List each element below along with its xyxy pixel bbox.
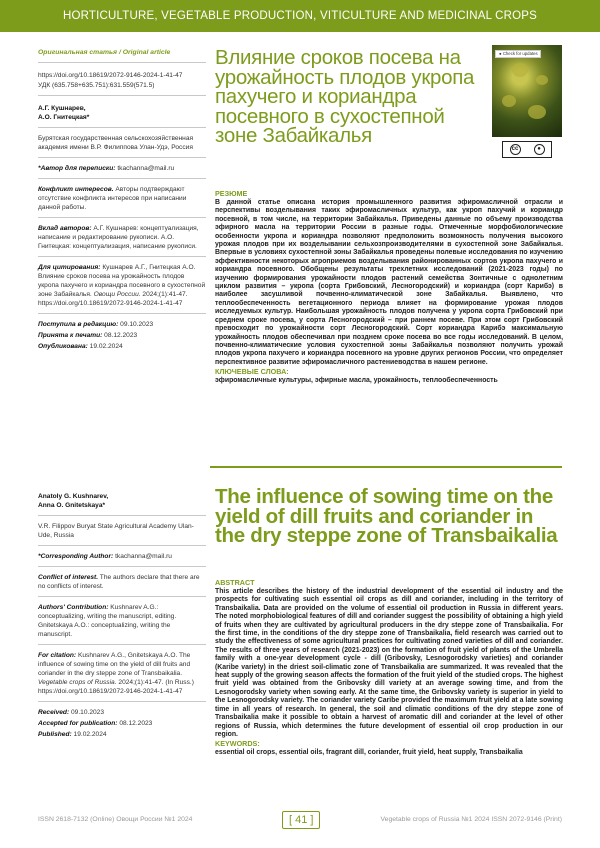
- en-cite-text: Kushnarev A.G., Gnitetskaya A.O. The influence of sowing time on the yield of dill fruits and coriander in the dry steppe zone of Transbaikalia.: [38, 652, 191, 677]
- ru-meta-column: [38, 48, 206, 356]
- ru-cite-text: Кушнарев А.Г., Гнитецкая А.О. Влияние сроков посева на урожайность плодов укропа пахучего и кориандра посевного в сухостепной зоне Забайкалья.: [38, 264, 206, 298]
- ru-abstract-label: РЕЗЮМЕ: [215, 189, 248, 198]
- en-conflict-label: Conflict of interest.: [38, 574, 99, 581]
- cc-icon: cc: [510, 144, 521, 155]
- en-received: 09.10.2023: [71, 709, 105, 716]
- en-author-1: Anatoly G. Kushnarev,: [38, 493, 109, 500]
- check-updates-icon: ●: [499, 51, 502, 56]
- ru-title-block: [215, 48, 487, 146]
- check-updates-badge[interactable]: ● Check for updates: [495, 50, 541, 58]
- en-cite-tail[interactable]: 2024;(1):41-47. (In Russ.) https://doi.org/10.18619/2072-9146-2024-1-41-47: [38, 679, 194, 695]
- ru-keywords: эфиромасличные культуры, эфирные масла, урожайность, теплообеспеченность: [215, 377, 498, 385]
- ru-contrib-text: А.Г. Кушнарев: концептуализация, написание и редактирование рукописи. А.О. Гнитецкая: концептуализация, написание рукописи.: [38, 225, 199, 250]
- en-title-block: [215, 487, 563, 546]
- doi-link[interactable]: https://doi.org/10.18619/2072-9146-2024-1-41-47: [38, 72, 183, 79]
- ru-conflict-text: Авторы подтверждают отсутствие конфликта интересов при написании данной работы.: [38, 186, 187, 211]
- en-contrib-label: Authors' Contribution:: [38, 604, 109, 611]
- ru-received: 09.10.2023: [120, 321, 154, 328]
- en-published-label: Published:: [38, 731, 72, 738]
- ru-author-2: А.О. Гнитецкая*: [38, 114, 90, 121]
- ru-keywords-label: КЛЮЧЕВЫЕ СЛОВА:: [215, 367, 289, 377]
- ru-cite-tail[interactable]: 2024;(1):41-47. https://doi.org/10.18619/2072-9146-2024-1-41-47: [38, 291, 188, 307]
- en-abstract: This article describes the history of the industrial development of the essential oil industry and the prospects for cultivating such essential oil crops as dill and coriander, including in the territory of Transbaikalia. Data are provided on the volume of essential oil production in Russia in different years. The noted morphobiological features of dill and coriander suggest the possibility of obtaining a high yield of fruits when they are cultivated by agricultural producers in the dry steppe zone of Transbaikalia. For the first time, in the conditions of the dry steppe zone of Transbaikalia, field research was carried out to study the effectiveness of some agricultural practices for cultivating zoned varieties of dill and coriander. The results of three years of research (2021-2023) on the formation of fruit yield of plants of the Umbrella family with a one-year development cycle - dill (Gribovsky, Lesnogorodsky varieties) and coriander (Karibe variety) in the driest soil-climatic zone of Transbaikalia are summarized. It was revealed that the heat supply of the growing season affects the formation of the fruit yield of the studied crops. The highest fruit yield was obtained from the Gribovsky dill variety at an average sowing time, and from the Lesnogorodsky variety when sowing early. At the same time, the Gribovsky variety is superior in yield to the Lesnogorodsky variety. The coriander variety Caribe provided the maximum fruit yield at a late sowing time in all years of research. In general, the soil and climatic conditions of the dry steppe zone of Transbaikalia make it possible to obtain a harvest of aromatic dill and coriander at the level of other regions of Russia, which determines the future development of essential oil crop production in our region.: [215, 588, 563, 738]
- ru-corr-label: *Автор для переписки:: [38, 165, 116, 172]
- ru-contrib-label: Вклад авторов:: [38, 225, 92, 232]
- ru-cite-journal: Овощи России.: [93, 291, 141, 298]
- ru-corr-email[interactable]: tkachanna@mail.ru: [117, 165, 175, 172]
- en-received-label: Received:: [38, 709, 70, 716]
- ru-author-1: А.Г. Кушнарев,: [38, 105, 86, 112]
- section-divider: [210, 466, 562, 468]
- en-meta-column: [38, 492, 206, 744]
- en-corr-email[interactable]: tkachanna@mail.ru: [115, 553, 172, 560]
- ru-conflict-label: Конфликт интересов.: [38, 186, 114, 193]
- en-cite-journal: Vegetable crops of Russia.: [38, 679, 117, 686]
- by-icon: ●: [534, 144, 545, 155]
- ru-abstract: В данной статье описана история промышленного развития эфиромасличной отрасли и перспективы возделывания таких эфиромасличных культур, как укроп пахучий и кориандр посевной, в том числе, на территории Забайкалья. Приведены данные по объему производства эфирного масла на территории России в разные годы. Отмеченные морфобиологические особенности укропа и кориандра позволяют предположить возможность получения высокого урожая плодов при их возделывании сельхозпроизводителями в сухостепной зоне Забайкалья. Впервые в условиях сухостепной зоны Забайкалья проведены полевые исследования по изучению эффективности некоторых агроприемов возделывания районированных сортов укропа пахучего и кориандра посевного. Обобщены результаты трехлетних исследований (2021-2023 годы) по изучению формирования урожайности плодов растений семейства Зонтичные с однолетним циклом развития – укропа (сорта Грибовский, Лесногородский) и кориандра (сорт Карибэ) в наиболее засушливой почвенно-климатической зоне Забайкалья. Выявлено, что теплообеспеченность вегетационного периода влияет на формирование урожая плодов исследуемых культур. Наибольшая урожайность плодов получена у укропа сорта Грибовский при среднем сроке посева, у сорта Лесногородский – при раннем посеве. При этом сорт Грибовский превосходит по урожайности сорт Лесногородский. Сорт кориандра Карибэ максимальную урожайность плодов обеспечивал при позднем сроке посева во все годы исследований. В целом, почвенно-климатические условия сухостепной зоны Забайкалья позволяют получить урожай плодов укропа пахучего и кориандра посевного на уровне других регионов России, что определяет перспективное развитие эфиромасличного растениеводства в нашем регионе.: [215, 199, 563, 366]
- en-keywords: essential oil crops, essential oils, fragrant dill, coriander, fruit yield, heat supply, Transbaikalia: [215, 749, 523, 757]
- ru-published-label: Опубликована:: [38, 343, 88, 350]
- en-corr-label: *Corresponding Author:: [38, 553, 114, 560]
- en-published: 19.02.2024: [73, 731, 107, 738]
- ru-abstract-block: [215, 189, 563, 386]
- footer-right: Vegetable crops of Russia №1 2024 ISSN 2072-9146 (Print): [380, 816, 562, 823]
- plant-photo: [492, 45, 562, 137]
- en-conflict-text: The authors declare that there are no conflicts of interest.: [38, 574, 200, 590]
- en-author-2: Anna O. Gnitetskaya*: [38, 502, 106, 509]
- en-contrib-text: Kushnarev A.G.: conceptualizing, writing the manuscript, editing. Gnitetskaya A.O.: conceptualizing, writing the manuscript.: [38, 604, 177, 638]
- en-accepted-label: Accepted for publication:: [38, 720, 118, 727]
- page-number: [ 41 ]: [282, 811, 320, 829]
- ru-accepted: 08.12.2023: [104, 332, 138, 339]
- section-band: HORTICULTURE, VEGETABLE PRODUCTION, VITICULTURE AND MEDICINAL CROPS: [0, 0, 600, 32]
- en-accepted: 08.12.2023: [119, 720, 153, 727]
- ru-cite-label: Для цитирования:: [38, 264, 101, 271]
- ru-accepted-label: Принята к печати:: [38, 332, 103, 339]
- article-type: Оригинальная статья / Original article: [38, 49, 171, 56]
- en-affiliation: V.R. Filippov Buryat State Agricultural Academy Ulan-Ude, Russia: [38, 523, 194, 539]
- ru-title: Влияние сроков посева на урожайность плодов укропа пахучего и кориандра посевного в сухостепной зоне Забайкалья: [215, 46, 475, 147]
- ru-affiliation: Бурятская государственная сельскохозяйственная академия имени В.Р. Филиппова Улан-Удэ, Россия: [38, 135, 194, 151]
- ru-published: 19.02.2024: [89, 343, 123, 350]
- en-title: The influence of sowing time on the yield of dill fruits and coriander in the dry steppe zone of Transbaikalia: [215, 485, 558, 547]
- en-abstract-label: ABSTRACT: [215, 578, 255, 587]
- footer-left: ISSN 2618-7132 (Online) Овощи России №1 2024: [38, 816, 193, 823]
- en-abstract-block: [215, 578, 563, 758]
- cc-license-badge[interactable]: [502, 141, 552, 158]
- udc: УДК (635.758+635.751):631.559(571.5): [38, 82, 155, 89]
- en-keywords-label: KEYWORDS:: [215, 739, 260, 749]
- ru-received-label: Поступила в редакцию:: [38, 321, 119, 328]
- en-cite-label: For citation:: [38, 652, 77, 659]
